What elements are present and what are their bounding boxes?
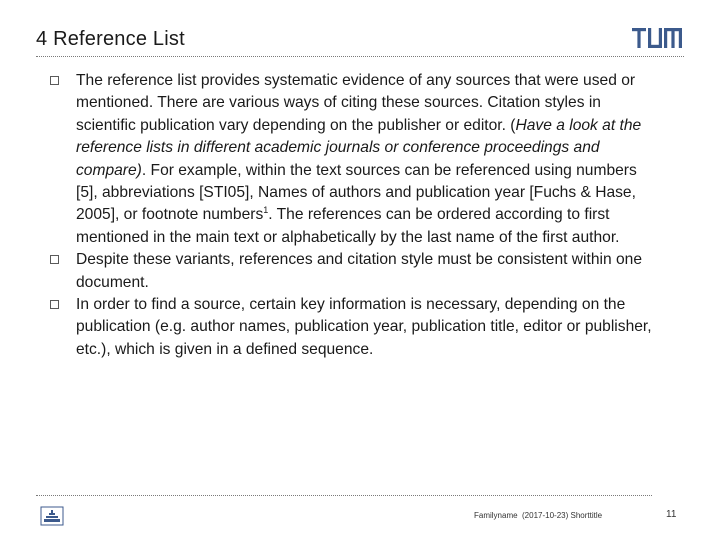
list-item xyxy=(48,249,668,294)
emphasis-text: Have a look at the reference lists in different academic journals or conference proceedings and compare) xyxy=(76,116,642,179)
footer-divider xyxy=(36,495,652,496)
footer-text: Familyname (2017-10-23) Shorttitle xyxy=(474,511,603,520)
bullet-text: Despite these variants, references and citation style must be consistent within one document. xyxy=(76,251,643,291)
bullet-square-icon xyxy=(50,300,59,309)
bullet-text: In order to find a source, certain key information is necessary, depending on the publication (e.g. author names, publication year, publication title, editor or publisher, etc.), which is given in a defined sequence. xyxy=(76,296,652,358)
footnote-marker: 1 xyxy=(263,205,269,216)
title-divider xyxy=(36,56,684,57)
page-title: 4 Reference List xyxy=(36,28,185,50)
tum-logo xyxy=(632,26,682,50)
list-item xyxy=(48,294,668,361)
page-number: 11 xyxy=(666,509,677,520)
bullet-list xyxy=(48,70,668,361)
bullet-square-icon xyxy=(50,255,59,264)
tower-icon xyxy=(40,506,64,526)
bullet-text: The reference list provides systematic evidence of any sources that were used or mentioned. There are various ways of citing these sources. Citation styles in scientific publication vary depending on the publisher or editor. (Have a look at the reference lists in different academic journals or conference proceedings and compare). For example, within the text sources can be referenced using numbers [5], abbreviations [STI05], Names of authors and publication year [Fuchs & Hase, 2005], or footnote numbers$^1$. The references can be ordered according to first mentioned in the main text or alphabetically by the last name of the first author. xyxy=(76,72,642,246)
list-item xyxy=(48,70,644,249)
key-term: reference list xyxy=(107,72,197,89)
bullet-square-icon xyxy=(50,76,59,85)
